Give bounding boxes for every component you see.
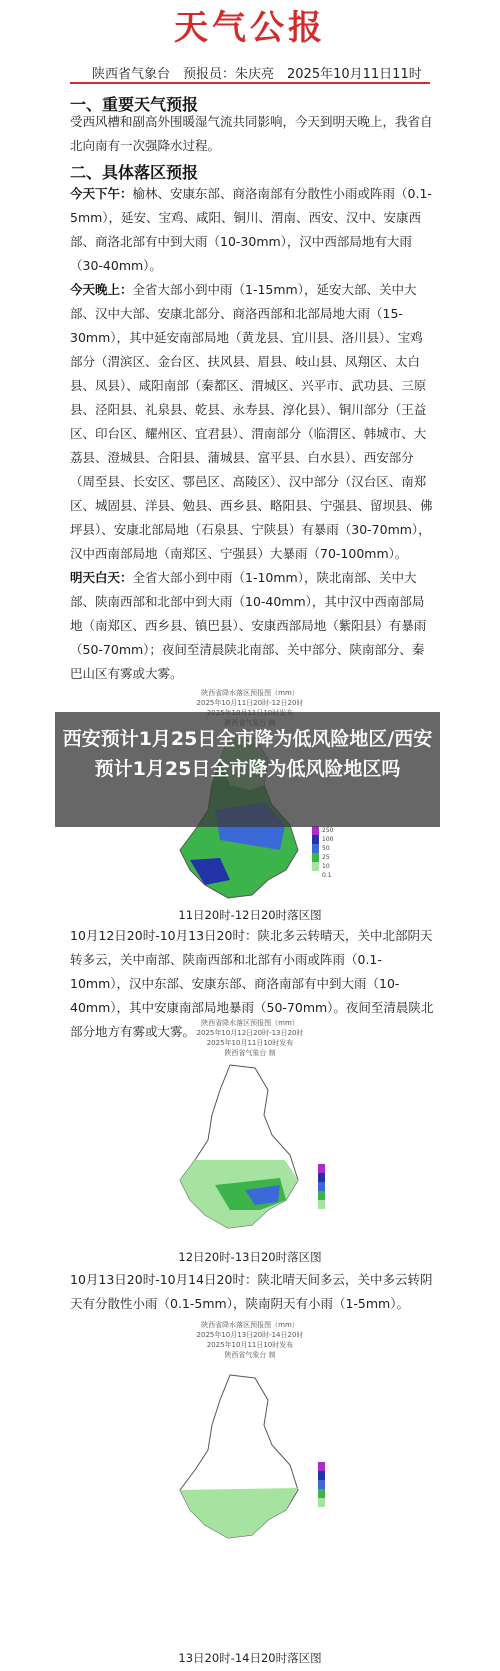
map2-title: 12日20时-13日20时落区图 bbox=[178, 1250, 322, 1264]
map3-legend bbox=[318, 1462, 325, 1507]
today-afternoon-label: 今天下午： bbox=[70, 186, 133, 201]
map3-title: 13日20时-14日20时落区图 bbox=[178, 1651, 322, 1665]
section2-heading: 二、具体落区预报 bbox=[70, 163, 199, 182]
headline-text: 西安预计1月25日全市降为低风险地区/西安预计1月25日全市降为低风险地区吗 bbox=[62, 728, 433, 780]
section1-text: 受西风槽和副高外围暖湿气流共同影响，今天到明天晚上，我省自北向南有一次强降水过程。 bbox=[70, 114, 433, 153]
tomorrow-text: 全省大部小到中雨（1-10mm），陕北南部、关中大部、陕南西部和北部中到大雨（10-40mm），其中汉中西南部局地（南郑区、西乡县、镇巴县）、安康西部局地（紫阳县）有暴雨（50-70mm）；夜间至清晨陕北南部、关中部分、陕南部分、秦巴山区有雾或大雾。 bbox=[70, 570, 427, 681]
map2-caption: 陕西省降水落区预报图（mm） 2025年10月12日20时-13日20时 2025年10月11日10时发布 陕西省气象台 制 bbox=[196, 1019, 304, 1057]
tomorrow-label: 明天白天： bbox=[70, 570, 133, 585]
map2-rainfall-map bbox=[160, 1060, 340, 1240]
map1-legend-values: 250 100 50 25 10 0.1 bbox=[322, 827, 334, 879]
map3-caption: 陕西省降水落区预报图（mm） 2025年10月13日20时-14日20时 2025年10月11日10时发布 陕西省气象台 制 bbox=[196, 1321, 304, 1359]
map2-legend bbox=[318, 1164, 325, 1209]
map3-rainfall-map bbox=[160, 1370, 340, 1550]
bulletin-meta: 陕西省气象台 预报员：朱庆亮 2025年10月11日11时 bbox=[92, 67, 422, 82]
tonight-text: 全省大部小到中雨（1-15mm），延安大部、关中大部、汉中大部、安康北部分、商洛西部和北部局地大雨（15-30mm），其中延安南部局地（黄龙县、宜川县、洛川县）、宝鸡部分（渭滨区、金台区、扶风县、眉县、岐山县、凤翔区、太白县、凤县）、咸阳南部（秦都区、渭城区、兴平市、武功县、三原县、泾阳县、礼泉县、乾县、永寿县、淳化县）、铜川部分（王益区、印台区、耀州区、宜君县）、渭南部分（临渭区、韩城市、大荔县、澄城县、合阳县、蒲城县、富平县、白水县）、西安部分（周至县、长安区、鄠邑区、高陵区）、汉中部分（汉台区、南郑区、城固县、洋县、勉县、西乡县、略阳县、宁强县、留坝县、佛坪县）、安康北部局地（石泉县、宁陕县）有暴雨（30-70mm），汉中西南部局地（南郑区、宁强县）大暴雨（70-100mm）。 bbox=[70, 282, 433, 561]
title-divider bbox=[70, 82, 430, 84]
period2-text: 10月12日20时-10月13日20时：陕北多云转晴天，关中北部阴天转多云，关中南部、陕南西部和北部有小雨或阵雨（0.1-10mm），汉中东部、安康东部、商洛南部有中到大雨（10-40mm），其中安康南部局地暴雨（50-70mm）。夜间至清晨陕北部分地方有雾或大雾。 bbox=[70, 928, 434, 1039]
bulletin-title: 天气公报 bbox=[174, 8, 326, 48]
today-afternoon-text: 榆林、安康东部、商洛南部有分散性小雨或阵雨（0.1-5mm），延安、宝鸡、咸阳、铜川、渭南、西安、汉中、安康西部、商洛北部有中到大雨（10-30mm），汉中西部局地有大雨（30-40mm）。 bbox=[70, 186, 432, 273]
period3-text: 10月13日20时-10月14日20时：陕北晴天间多云，关中多云转阴天有分散性小雨（0.1-5mm），陕南阴天有小雨（1-5mm）。 bbox=[70, 1272, 433, 1311]
today-afternoon-paragraph bbox=[70, 182, 435, 278]
map1-title: 11日20时-12日20时落区图 bbox=[178, 908, 322, 922]
tomorrow-paragraph bbox=[70, 566, 435, 686]
map1-legend bbox=[312, 826, 319, 871]
tonight-paragraph bbox=[70, 278, 435, 566]
map1-caption: 陕西省降水落区预报图（mm） 2025年10月11日20时-12日20时 bbox=[196, 689, 304, 707]
tonight-label: 今天晚上： bbox=[70, 282, 133, 297]
section1-heading: 一、重要天气预报 bbox=[70, 95, 199, 114]
